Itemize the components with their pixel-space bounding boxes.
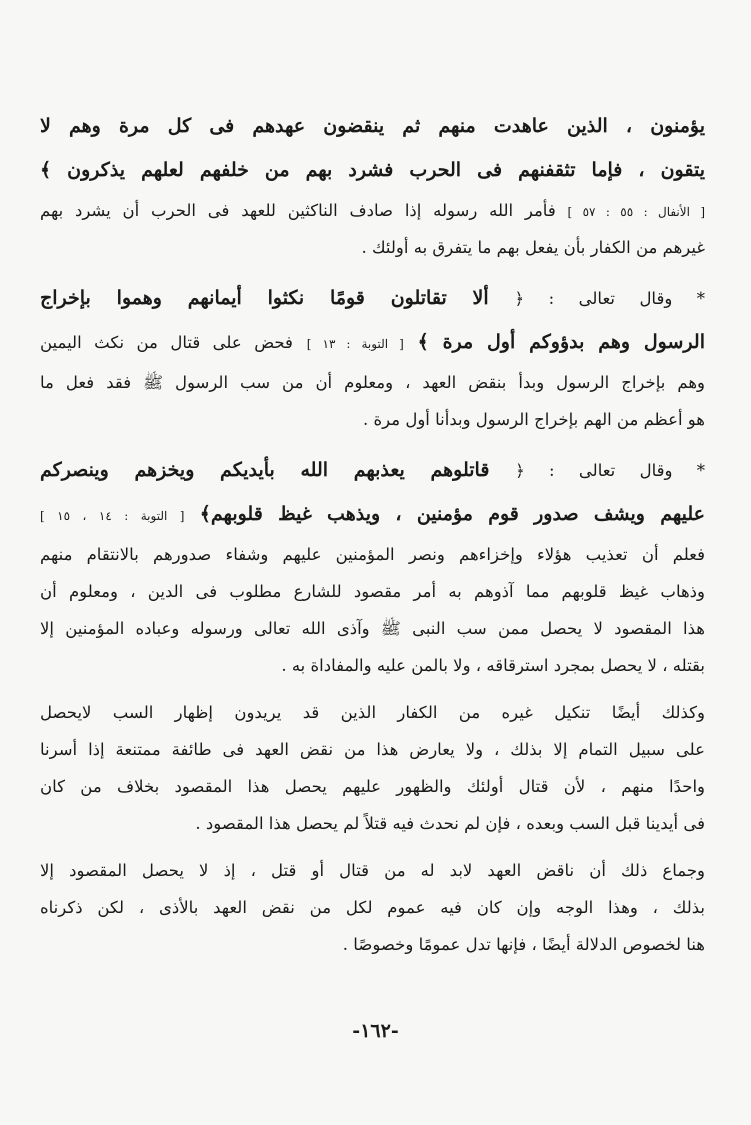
- text-line: وهم بإخراج الرسول وبدأ بنقض العهد ، ومعلوم أن من سب الرسول ﷺ فقد فعل ما: [40, 373, 705, 392]
- text-line: هو أعظم من الهم بإخراج الرسول وبدأنا أول مرة .: [363, 410, 705, 429]
- text-line: [40, 276, 705, 320]
- text-line: [40, 192, 705, 229]
- quran-quote: عليهم ويشف صدور قوم مؤمنين ، ويذهب غيظ قلوبهم﴾: [199, 503, 705, 525]
- paragraph-5: [40, 852, 705, 963]
- text-line: بذلك ، وهذا الوجه وإن كان فيه عموم لكل من نقض العهد بالأذى ، لكن ذكرناه: [40, 898, 705, 917]
- text-segment: فأمر الله رسوله إذا صادف الناكثين للعهد فى الحرب أن يشرد بهم: [40, 201, 556, 220]
- verse-reference: [ التوبة : ١٣ ]: [306, 337, 404, 351]
- page-body: [40, 104, 705, 963]
- verse-reference: [ الأنفال : ٥٥ : ٥٧ ]: [567, 205, 705, 219]
- text-line: هنا لخصوص الدلالة أيضًا ، فإنها تدل عمومًا وخصوصًا .: [342, 935, 705, 954]
- text-line: [40, 492, 705, 536]
- text-line: يتقون ، فإما تثقفنهم فى الحرب فشرد بهم من خلفهم لعلهم يذكرون ﴾: [40, 159, 705, 181]
- paragraph-3: [40, 448, 705, 684]
- paragraph-4: [40, 694, 705, 842]
- text-line: [40, 320, 705, 364]
- paragraph-1: [40, 104, 705, 266]
- text-line: [40, 448, 705, 492]
- quran-quote: ألا تقاتلون قومًا نكثوا أيمانهم وهموا بإخراج: [40, 287, 489, 309]
- text-line: فى أيدينا قبل السب وبعده ، فإن لم نحدث فيه قتلاً لم يحصل هذا المقصود .: [195, 814, 705, 833]
- text-line: وكذلك أيضًا تنكيل غيره من الكفار الذين قد يريدون إظهار السب لايحصل: [40, 703, 705, 722]
- text-segment: * وقال تعالى : ﴿: [514, 289, 705, 308]
- text-line: غيرهم من الكفار بأن يفعل بهم ما يتفرق به أولئك .: [361, 238, 705, 257]
- paragraph-2: [40, 276, 705, 438]
- verse-reference: [ التوبة : ١٤ ، ١٥ ]: [40, 509, 185, 523]
- page-number: -١٦٢-: [352, 1020, 399, 1042]
- text-line: هذا المقصود لا يحصل ممن سب النبى ﷺ وآذى الله تعالى ورسوله وعباده المؤمنين إلا: [40, 619, 705, 638]
- text-segment: فحض على قتال من نكث اليمين: [40, 333, 293, 352]
- text-line: فعلم أن تعذيب هؤلاء وإخزاءهم ونصر المؤمنين عليهم وشفاء صدورهم بالانتقام منهم: [40, 545, 705, 564]
- text-line: واحدًا منهم ، لأن قتال أولئك والظهور عليهم يحصل هذا المقصود بخلاف من كان: [40, 777, 705, 796]
- text-line: على سبيل التمام إلا بذلك ، ولا يعارض هذا من نقض العهد فى طائفة ممتنعة إذا أسرنا: [40, 740, 705, 759]
- quran-quote: الرسول وهم بدؤوكم أول مرة ﴾: [417, 331, 705, 353]
- quran-quote: قاتلوهم يعذبهم الله بأيديكم ويخزهم وينصركم: [40, 459, 490, 481]
- text-line: بقتله ، لا يحصل بمجرد استرقاقه ، ولا بالمن عليه والمفاداة به .: [281, 656, 705, 675]
- text-segment: * وقال تعالى : ﴿: [515, 461, 705, 480]
- text-line: وذهاب غيظ قلوبهم مما آذوهم به أمر مقصود للشارع مطلوب فى الدين ، ومعلوم أن: [40, 582, 705, 601]
- text-line: وجماع ذلك أن ناقض العهد لابد له من قتال أو قتل ، إذ لا يحصل المقصود إلا: [40, 861, 705, 880]
- text-line: يؤمنون ، الذين عاهدت منهم ثم ينقضون عهدهم فى كل مرة وهم لا: [40, 115, 705, 137]
